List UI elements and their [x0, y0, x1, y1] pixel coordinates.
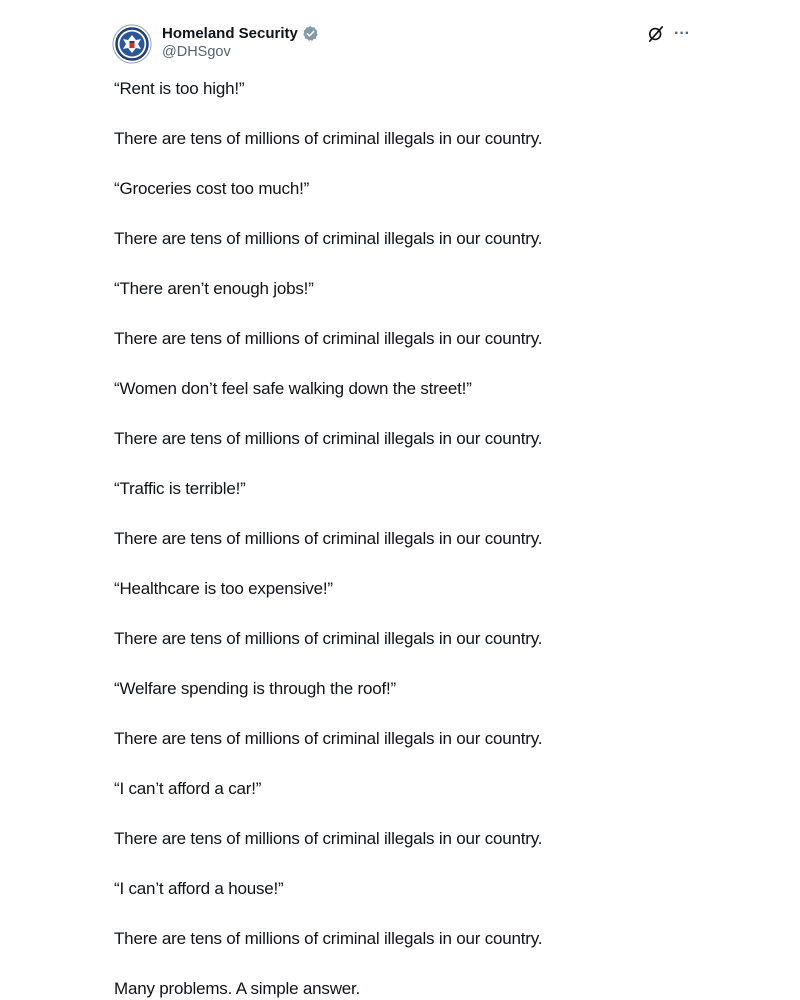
avatar[interactable] [112, 24, 152, 64]
author-info [162, 23, 319, 60]
name-row [162, 23, 319, 43]
post-line: “Groceries cost too much!” [114, 179, 310, 198]
post-line: “Women don’t feel safe walking down the street!” [114, 379, 472, 398]
dhs-seal-icon [112, 24, 152, 64]
post-line: There are tens of millions of criminal illegals in our country. [114, 929, 543, 948]
post-actions [646, 22, 690, 46]
post-line: There are tens of millions of criminal illegals in our country. [114, 229, 543, 248]
post-line: Many problems. A simple answer. [114, 979, 361, 998]
grok-icon[interactable] [646, 24, 666, 44]
post-line: “I can’t afford a car!” [114, 779, 262, 798]
post-line: “I can’t afford a house!” [114, 879, 284, 898]
verified-badge-icon[interactable] [302, 25, 319, 42]
post-line: There are tens of millions of criminal illegals in our country. [114, 129, 543, 148]
post-line: There are tens of millions of criminal illegals in our country. [114, 429, 543, 448]
display-name[interactable]: Homeland Security [162, 24, 298, 42]
post-line: There are tens of millions of criminal illegals in our country. [114, 829, 543, 848]
post-body [114, 78, 754, 1000]
post-line: There are tens of millions of criminal illegals in our country. [114, 329, 543, 348]
post-line: “There aren’t enough jobs!” [114, 279, 314, 298]
post-line: There are tens of millions of criminal illegals in our country. [114, 629, 543, 648]
post-line: “Welfare spending is through the roof!” [114, 679, 396, 698]
post-line: There are tens of millions of criminal illegals in our country. [114, 729, 543, 748]
more-options-icon[interactable]: ··· [674, 25, 690, 42]
post-line: There are tens of millions of criminal illegals in our country. [114, 529, 543, 548]
post-header [112, 22, 702, 70]
author-handle[interactable]: @DHSgov [162, 44, 231, 60]
post-line: “Healthcare is too expensive!” [114, 579, 333, 598]
post-line: “Rent is too high!” [114, 79, 245, 98]
post-line: “Traffic is terrible!” [114, 479, 246, 498]
